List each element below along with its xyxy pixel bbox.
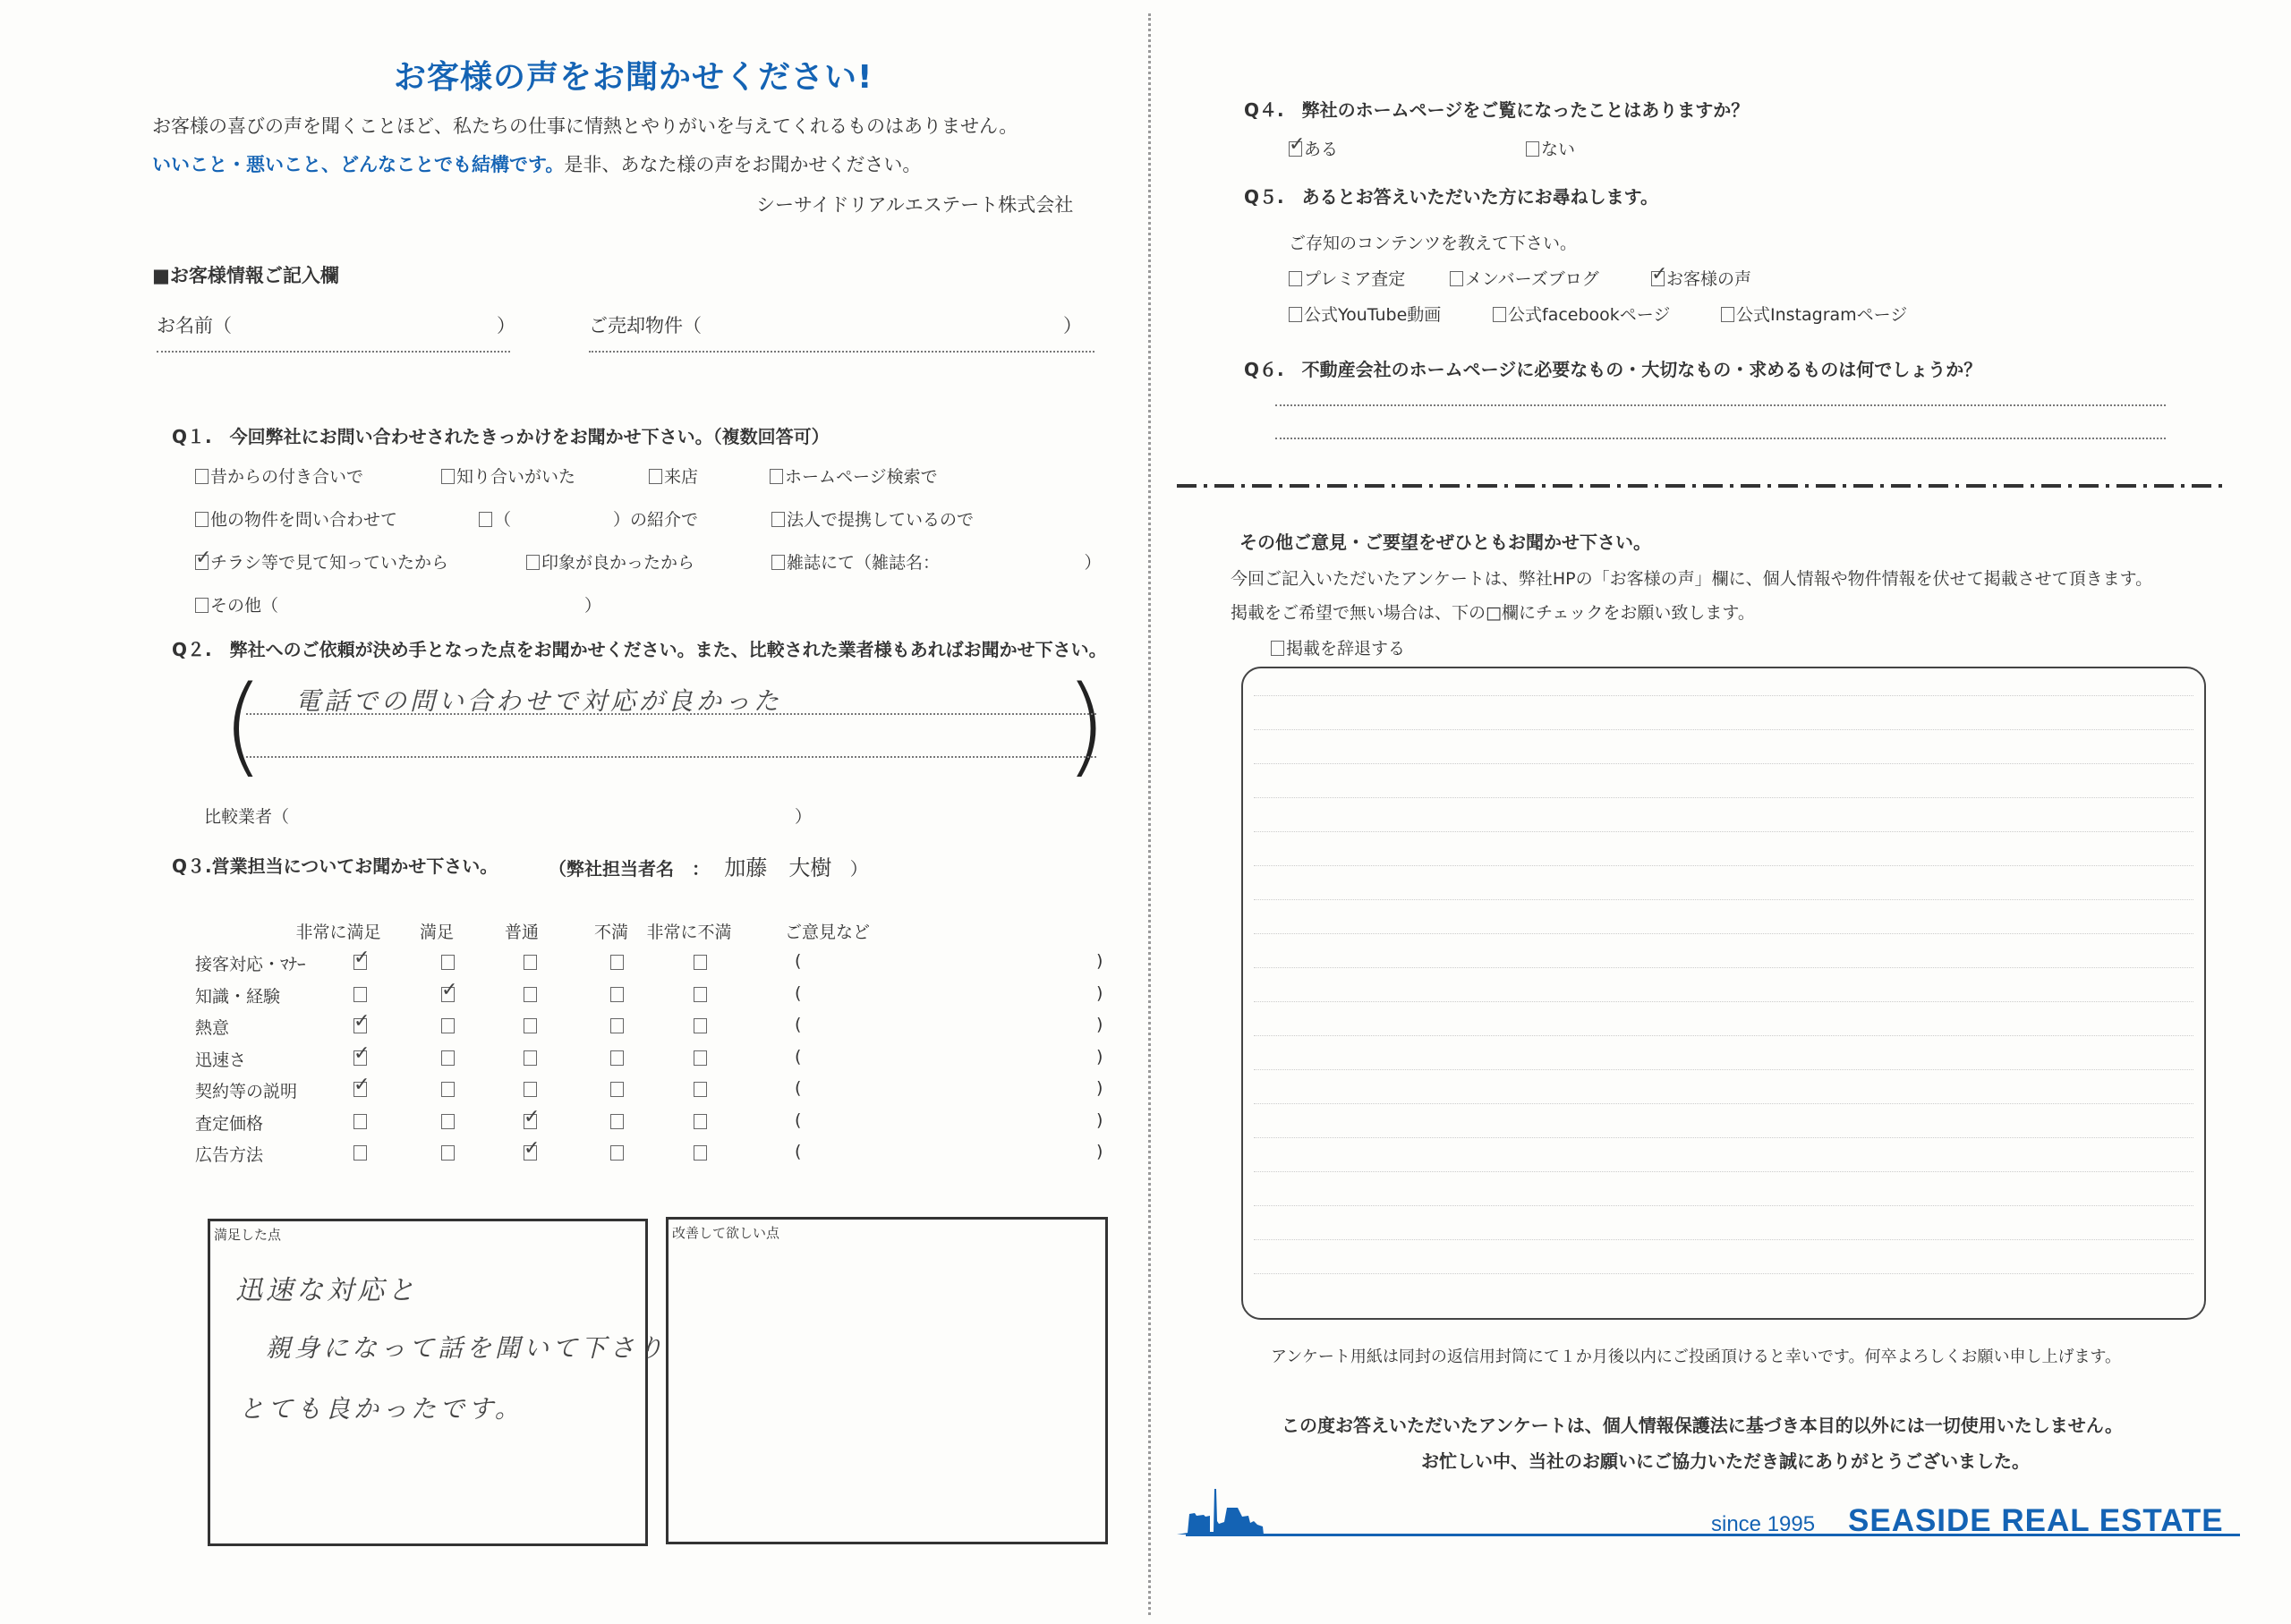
rating-checkbox[interactable] bbox=[610, 1050, 624, 1066]
comment-open-paren: ( bbox=[795, 1142, 802, 1161]
ruled-line bbox=[1254, 695, 2193, 696]
q5-option[interactable] bbox=[1493, 302, 1670, 326]
rating-checkbox[interactable] bbox=[610, 1018, 624, 1033]
q5-option[interactable] bbox=[1651, 266, 1751, 290]
name-close: ） bbox=[497, 315, 515, 336]
ruled-line bbox=[1254, 1001, 2193, 1002]
q1-option-label: （ ）の紹介で bbox=[494, 510, 699, 530]
staff-name: 加藤 大樹 bbox=[724, 855, 832, 880]
rating-checkbox[interactable] bbox=[610, 987, 624, 1002]
q3-row-label: 迅速さ bbox=[195, 1050, 247, 1070]
decline-checkbox[interactable] bbox=[1271, 641, 1284, 656]
q4-yes-label: ある bbox=[1304, 140, 1339, 159]
skyline-logo-icon bbox=[1177, 1485, 1275, 1539]
company-name: シーサイドリアルエステート株式会社 bbox=[756, 194, 1074, 216]
q4-option-yes[interactable] bbox=[1289, 136, 1338, 160]
comment-close-paren: ) bbox=[1096, 1046, 1103, 1067]
thanks-note: お忙しい中、当社のお願いにご協力いただき誠にありがとうございました。 bbox=[1421, 1450, 2030, 1472]
q1-option-label: 雑誌にて（雑誌名： ） bbox=[787, 553, 1102, 573]
checkbox[interactable] bbox=[195, 555, 209, 570]
checkbox[interactable] bbox=[1289, 271, 1302, 286]
q1-option-label: 来店 bbox=[664, 467, 699, 487]
ruled-line bbox=[1254, 899, 2193, 900]
comment-close-paren: ) bbox=[1096, 1142, 1103, 1161]
ruled-line bbox=[1254, 729, 2193, 730]
rating-checkbox[interactable] bbox=[353, 955, 367, 970]
q6-question: Q６. 不動産会社のホームページに必要なもの・大切なもの・求めるものは何でしょうか？ bbox=[1244, 359, 1982, 380]
checkbox[interactable] bbox=[1493, 307, 1506, 322]
q2-question: Q２. 弊社へのご依頼が決め手となった点をお聞かせください。また、比較された業者様もあればお聞かせ下さい。 bbox=[172, 639, 1107, 660]
checkbox[interactable] bbox=[649, 469, 662, 484]
q3-column-header: 普通 bbox=[504, 923, 539, 942]
rating-checkbox[interactable] bbox=[353, 987, 367, 1002]
satisfied-line-1: 迅速な対応と bbox=[235, 1275, 418, 1306]
rating-checkbox[interactable] bbox=[524, 1114, 537, 1129]
q3-column-header: 不満 bbox=[593, 923, 628, 942]
rating-checkbox[interactable] bbox=[441, 1050, 455, 1066]
rating-checkbox[interactable] bbox=[441, 955, 455, 970]
q5-option[interactable] bbox=[1289, 266, 1405, 290]
q1-option-label: ホームページ検索で bbox=[785, 467, 938, 487]
q3-staff bbox=[549, 850, 868, 881]
q3-row-label: 査定価格 bbox=[195, 1113, 264, 1134]
intro-rest: 是非、あなた様の声をお聞かせください。 bbox=[564, 154, 922, 175]
q3-row-label: 広告方法 bbox=[195, 1145, 264, 1165]
rating-checkbox[interactable] bbox=[610, 955, 624, 970]
q2-open-paren: ( bbox=[222, 664, 264, 788]
ruled-line bbox=[1254, 1035, 2193, 1036]
customer-info-heading: ■お客様情報ご記入欄 bbox=[152, 265, 339, 286]
rating-checkbox[interactable] bbox=[610, 1145, 624, 1161]
q4-no-label: ない bbox=[1541, 140, 1576, 159]
checkbox[interactable] bbox=[1721, 307, 1734, 322]
q3-column-header: 非常に不満 bbox=[646, 923, 732, 942]
property-underline bbox=[589, 351, 1094, 353]
rating-checkbox[interactable] bbox=[353, 1082, 367, 1097]
property-label: ご売却物件（ bbox=[589, 315, 702, 336]
ruled-line bbox=[1254, 831, 2193, 832]
comment-open-paren: ( bbox=[795, 1046, 802, 1067]
satisfied-label: 満足した点 bbox=[214, 1227, 282, 1243]
ruled-line bbox=[1254, 865, 2193, 866]
ruled-line bbox=[1254, 797, 2193, 798]
q1-option-label: 印象が良かったから bbox=[541, 553, 695, 573]
q6-line-1[interactable] bbox=[1275, 404, 2166, 406]
intro-line-2 bbox=[152, 150, 921, 177]
satisfied-line-3: とても良かったです。 bbox=[239, 1394, 524, 1424]
ruled-line bbox=[1254, 1103, 2193, 1104]
q1-option[interactable] bbox=[195, 592, 601, 616]
comments-heading: その他ご意見・ご要望をぜひともお聞かせ下さい。 bbox=[1239, 531, 1651, 553]
rating-checkbox[interactable] bbox=[694, 1114, 707, 1129]
comment-close-paren: ) bbox=[1096, 1015, 1103, 1034]
checkbox[interactable] bbox=[526, 555, 540, 570]
q1-option[interactable] bbox=[526, 549, 694, 574]
q1-option-label: 他の物件を問い合わせて bbox=[210, 510, 398, 530]
ruled-line bbox=[1254, 1137, 2193, 1138]
ruled-line bbox=[1254, 1171, 2193, 1172]
name-underline bbox=[157, 351, 510, 353]
q3-column-header: 満足 bbox=[419, 923, 454, 942]
comment-close-paren: ) bbox=[1096, 1078, 1103, 1098]
q1-option-label: その他（ ） bbox=[210, 596, 602, 616]
rating-checkbox[interactable] bbox=[353, 1114, 367, 1129]
rating-checkbox[interactable] bbox=[524, 987, 537, 1002]
privacy-note: この度お答えいただいたアンケートは、個人情報保護法に基づき本目的以外には一切使用いたしません。 bbox=[1282, 1415, 2123, 1436]
rating-checkbox[interactable] bbox=[694, 1145, 707, 1161]
rating-checkbox[interactable] bbox=[524, 1145, 537, 1161]
satisfied-box[interactable] bbox=[208, 1219, 668, 1546]
rating-checkbox[interactable] bbox=[694, 1082, 707, 1097]
checkbox[interactable] bbox=[195, 512, 209, 527]
improve-box[interactable] bbox=[666, 1217, 1108, 1544]
q2-answer[interactable]: 電話での問い合わせで対応が良かった bbox=[295, 686, 783, 716]
rating-checkbox[interactable] bbox=[610, 1082, 624, 1097]
q4-option-no[interactable] bbox=[1526, 136, 1575, 160]
q3-row-label: 知識・経験 bbox=[195, 986, 281, 1007]
comment-open-paren: ( bbox=[795, 1078, 802, 1098]
q1-option[interactable] bbox=[195, 506, 397, 531]
center-fold-line bbox=[1148, 13, 1151, 1615]
improve-label: 改善して欲しい点 bbox=[672, 1225, 780, 1241]
rating-checkbox[interactable] bbox=[524, 1050, 537, 1066]
logo-since: since 1995 bbox=[1711, 1512, 1816, 1536]
q5-option-label: 公式facebookページ bbox=[1508, 305, 1671, 325]
q2-line-1 bbox=[246, 713, 1096, 715]
comment-open-paren: ( bbox=[795, 982, 802, 1003]
q4-yes-checkbox[interactable] bbox=[1289, 141, 1302, 157]
satisfied-line-2: 親身になって話を聞いて下さり bbox=[266, 1333, 668, 1363]
q1-question: Q１. 今回弊社にお問い合わせされたきっかけをお聞かせ下さい。（複数回答可） bbox=[172, 426, 830, 447]
comments-note-1: 今回ご記入いただいたアンケートは、弊社HPの「お客様の声」欄に、個人情報や物件情報を伏せて掲載させて頂きます。 bbox=[1231, 569, 2153, 589]
comments-box[interactable] bbox=[1241, 667, 2206, 1320]
name-label: お名前（ bbox=[157, 315, 232, 336]
ruled-line bbox=[1254, 1273, 2193, 1274]
q5-option-label: 公式Instagramページ bbox=[1736, 305, 1908, 325]
q5-option[interactable] bbox=[1721, 302, 1907, 326]
rating-checkbox[interactable] bbox=[441, 1114, 455, 1129]
ruled-line bbox=[1254, 1205, 2193, 1206]
logo-brand: SEASIDE REAL ESTATE bbox=[1848, 1503, 2224, 1538]
q3-question: Q３.営業担当についてお聞かせ下さい。 bbox=[172, 855, 498, 877]
ruled-line bbox=[1254, 933, 2193, 934]
comment-open-paren: ( bbox=[795, 951, 802, 971]
compare-close: ） bbox=[795, 807, 813, 827]
q4-no-checkbox[interactable] bbox=[1526, 141, 1539, 157]
rating-checkbox[interactable] bbox=[610, 1114, 624, 1129]
q1-option[interactable] bbox=[195, 463, 363, 488]
rating-checkbox[interactable] bbox=[524, 1082, 537, 1097]
q2-close-paren: ) bbox=[1065, 664, 1107, 788]
cut-separator bbox=[1177, 484, 2228, 488]
q5-option-label: プレミア査定 bbox=[1304, 269, 1406, 289]
intro-line-1: お客様の喜びの声を聞くことほど、私たちの仕事に情熱とやりがいを与えてくれるものはありません。 bbox=[152, 115, 1018, 137]
compare-label: 比較業者（ bbox=[204, 807, 290, 827]
property-field[interactable] bbox=[589, 311, 1099, 338]
checkbox[interactable] bbox=[770, 469, 783, 484]
q1-option[interactable] bbox=[771, 506, 974, 531]
q1-option[interactable] bbox=[771, 549, 1102, 574]
ruled-line bbox=[1254, 1069, 2193, 1070]
comment-close-paren: ) bbox=[1096, 951, 1103, 971]
q1-option[interactable] bbox=[479, 506, 698, 531]
rating-checkbox[interactable] bbox=[441, 987, 455, 1002]
staff-close: ） bbox=[849, 858, 868, 880]
q1-option[interactable] bbox=[441, 463, 575, 488]
checkbox[interactable] bbox=[479, 512, 492, 527]
q5-option-label: メンバーズブログ bbox=[1465, 269, 1599, 289]
compare-field[interactable] bbox=[204, 803, 813, 828]
property-close: ） bbox=[1063, 315, 1082, 336]
checkbox[interactable] bbox=[771, 512, 785, 527]
comment-open-paren: ( bbox=[795, 1110, 802, 1130]
rating-checkbox[interactable] bbox=[441, 1145, 455, 1161]
q1-option[interactable] bbox=[195, 549, 448, 574]
q3-row-label: 契約等の説明 bbox=[195, 1082, 298, 1101]
comments-note-2: 掲載をご希望で無い場合は、下の□欄にチェックをお願い致します。 bbox=[1231, 603, 1755, 623]
rating-checkbox[interactable] bbox=[694, 955, 707, 970]
q5-question: Q５. あるとお答えいただいた方にお尋ねします。 bbox=[1244, 186, 1658, 208]
decline-label: 掲載を辞退する bbox=[1286, 639, 1406, 659]
comment-open-paren: ( bbox=[795, 1015, 802, 1034]
q3-row-label: 接客対応・ﾏﾅｰ bbox=[195, 955, 306, 974]
ruled-line bbox=[1254, 763, 2193, 764]
q1-option-label: 法人で提携しているので bbox=[787, 510, 975, 530]
q5-option-label: 公式YouTube動画 bbox=[1304, 305, 1442, 325]
checkbox[interactable] bbox=[195, 598, 209, 613]
q5-option[interactable] bbox=[1289, 302, 1441, 326]
q3-row-label: 熱意 bbox=[195, 1018, 230, 1038]
rating-checkbox[interactable] bbox=[524, 955, 537, 970]
rating-checkbox[interactable] bbox=[353, 1145, 367, 1161]
q1-option-label: チラシ等で見て知っていたから bbox=[210, 553, 449, 573]
rating-checkbox[interactable] bbox=[694, 1050, 707, 1066]
rating-checkbox[interactable] bbox=[524, 1018, 537, 1033]
q2-line-2 bbox=[246, 756, 1096, 758]
q5-option[interactable] bbox=[1450, 266, 1599, 290]
comment-close-paren: ) bbox=[1096, 1110, 1103, 1130]
checkbox[interactable] bbox=[1289, 307, 1302, 322]
rating-checkbox[interactable] bbox=[441, 1082, 455, 1097]
q6-line-2[interactable] bbox=[1275, 438, 2166, 439]
return-note: アンケート用紙は同封の返信用封筒にて１か月後以内にご投函頂けると幸いです。何卒よろしくお願い申し上げます。 bbox=[1271, 1348, 2122, 1366]
rating-checkbox[interactable] bbox=[694, 1018, 707, 1033]
rating-checkbox[interactable] bbox=[353, 1018, 367, 1033]
comment-close-paren: ) bbox=[1096, 982, 1103, 1003]
q1-option[interactable] bbox=[649, 463, 698, 488]
page-title: お客様の声をお聞かせください! bbox=[394, 59, 873, 96]
q1-option-label: 知り合いがいた bbox=[456, 467, 576, 487]
rating-checkbox[interactable] bbox=[441, 1018, 455, 1033]
intro-highlight: いいこと・悪いこと、どんなことでも結構です。 bbox=[152, 154, 565, 175]
q1-option[interactable] bbox=[770, 463, 938, 488]
checkbox[interactable] bbox=[441, 469, 455, 484]
ruled-line bbox=[1254, 967, 2193, 968]
q1-option-label: 昔からの付き合いで bbox=[210, 467, 364, 487]
q3-column-header: ご意見など bbox=[785, 923, 871, 942]
q3-column-header: 非常に満足 bbox=[295, 923, 381, 942]
checkbox[interactable] bbox=[1450, 271, 1463, 286]
rating-checkbox[interactable] bbox=[694, 987, 707, 1002]
rating-checkbox[interactable] bbox=[353, 1050, 367, 1066]
staff-label: （弊社担当者名 ： bbox=[549, 858, 710, 880]
name-field[interactable] bbox=[157, 311, 515, 338]
checkbox[interactable] bbox=[771, 555, 785, 570]
q4-question: Q４. 弊社のホームページをご覧になったことはありますか？ bbox=[1244, 99, 1750, 121]
decline-option[interactable] bbox=[1271, 635, 1405, 659]
checkbox[interactable] bbox=[1651, 271, 1665, 286]
q5-option-label: お客様の声 bbox=[1666, 269, 1752, 289]
ruled-line bbox=[1254, 1239, 2193, 1240]
checkbox[interactable] bbox=[195, 469, 209, 484]
q5-sub: ご存知のコンテンツを教えて下さい。 bbox=[1289, 234, 1578, 253]
